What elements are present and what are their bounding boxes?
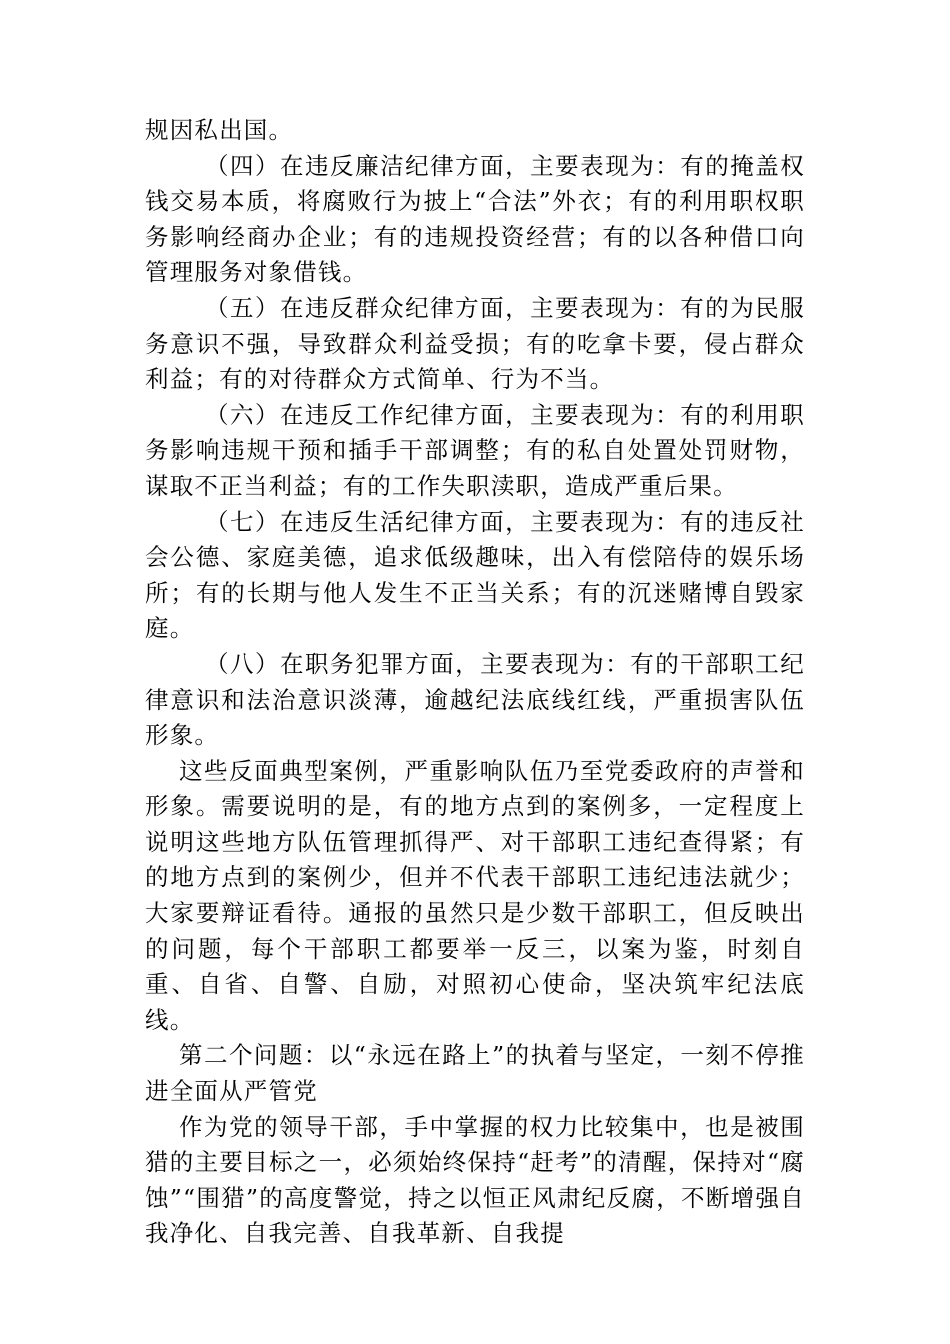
section-heading-second-issue: 第二个问题：以“永远在路上”的执着与坚定，一刻不停推进全面从严管党 — [145, 1041, 805, 1106]
paragraph-leader-vigilance: 作为党的领导干部，手中掌握的权力比较集中，也是被围猎的主要目标之一，必须始终保持“赶考”的清醒，保持对“腐蚀”“围猎”的高度警觉，持之以恒正风肃纪反腐，不断增强自我净化、自我完善、自我革新、自我提 — [145, 1112, 805, 1248]
paragraph-duty-crime: （八）在职务犯罪方面，主要表现为：有的干部职工纪律意识和法治意识淡薄，逾越纪法底线红线，严重损害队伍形象。 — [145, 649, 805, 750]
paragraph-integrity-discipline: （四）在违反廉洁纪律方面，主要表现为：有的掩盖权钱交易本质，将腐败行为披上“合法”外衣；有的利用职权职务影响经商办企业；有的违规投资经营；有的以各种借口向管理服务对象借钱。 — [145, 151, 805, 287]
paragraph-mass-discipline: （五）在违反群众纪律方面，主要表现为：有的为民服务意识不强，导致群众利益受损；有的吃拿卡要，侵占群众利益；有的对待群众方式简单、行为不当。 — [145, 293, 805, 394]
paragraph-work-discipline: （六）在违反工作纪律方面，主要表现为：有的利用职务影响违规干预和插手干部调整；有的私自处置处罚财物，谋取不正当利益；有的工作失职渎职，造成严重后果。 — [145, 400, 805, 500]
paragraph-case-summary: 这些反面典型案例，严重影响队伍乃至党委政府的声誉和形象。需要说明的是，有的地方点到的案例多，一定程度上说明这些地方队伍管理抓得严、对干部职工违纪查得紧；有的地方点到的案例少，但并不代表干部职工违纪违法就少；大家要辩证看待。通报的虽然只是少数干部职工，但反映出的问题，每个干部职工都要举一反三，以案为鉴，时刻自重、自省、自警、自励，对照初心使命，坚决筑牢纪法底线。 — [145, 756, 805, 1034]
paragraph-continuation: 规因私出国。 — [145, 116, 294, 144]
document-body — [145, 113, 805, 1252]
paragraph-life-discipline: （七）在违反生活纪律方面，主要表现为：有的违反社会公德、家庭美德，追求低级趣味，出入有偿陪侍的娱乐场所；有的长期与他人发生不正当关系；有的沉迷赌博自毁家庭。 — [145, 507, 805, 643]
